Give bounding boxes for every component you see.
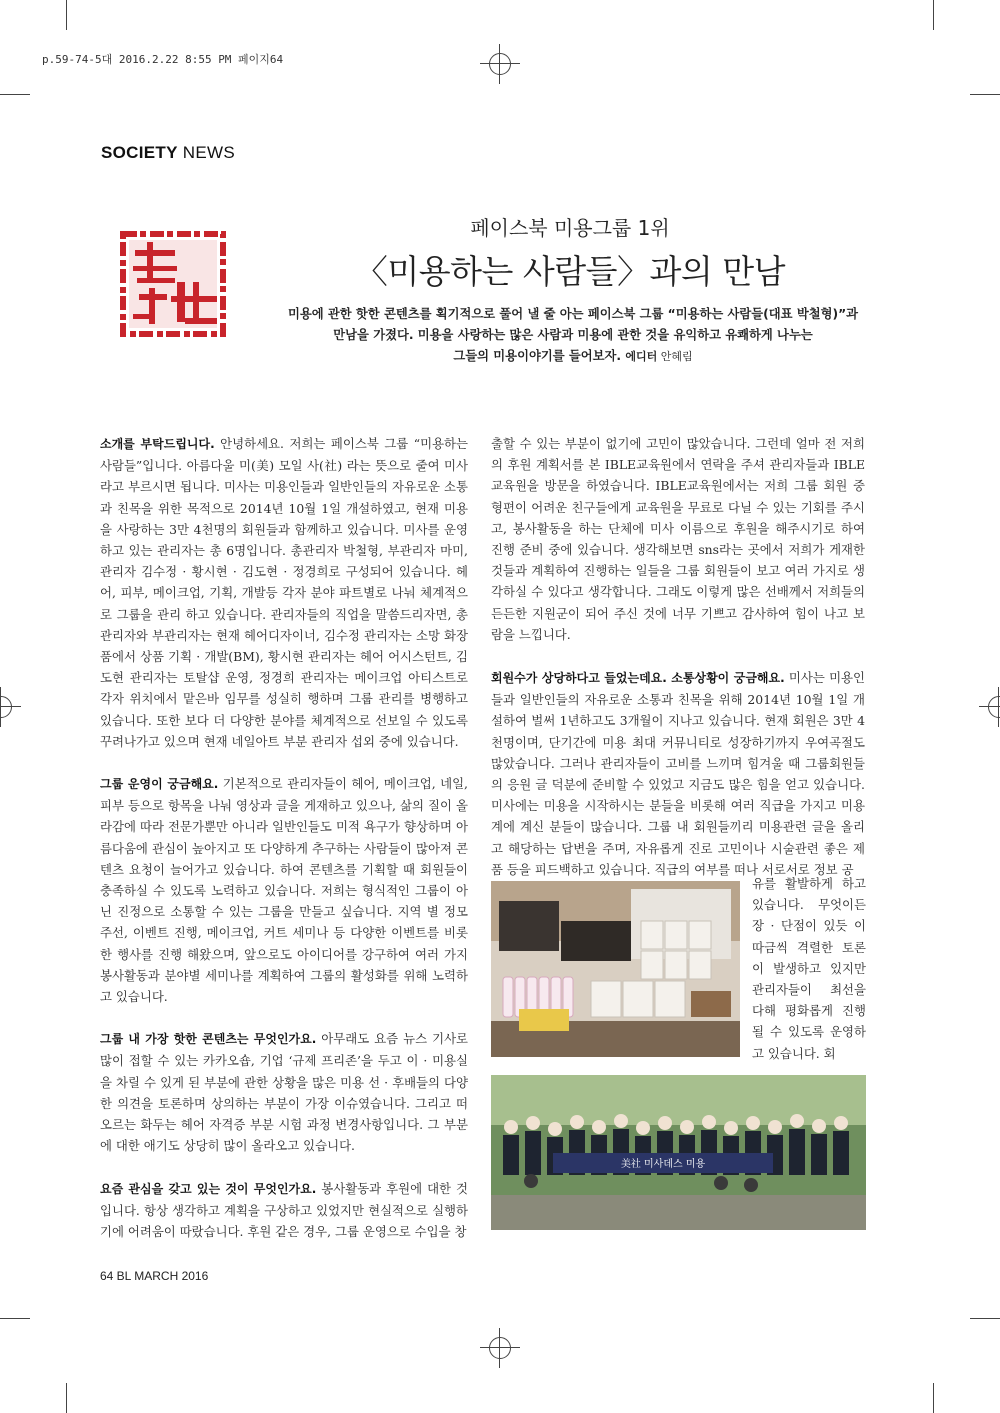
photo-donated-products [491, 881, 740, 1057]
registration-mark-bottom [480, 1328, 520, 1368]
article-kicker: 페이스북 미용그룹 1위 [470, 216, 670, 240]
qa-block: 그룹 내 가장 핫한 콘텐츠는 무엇인가요. 아무래도 요즘 뉴스 기사로 많이 접할 수 있는 카카오숍, 기업 ‘규제 프리존’을 두고 이 · 미용실을 차릴 수 있게 된 부분에 관한 상황을 많은 미용 선 · 후배들의 다양한 의견을 토론하며 상의하는 부분이 가장 이슈였습니다. 그리고 떠오르는 화두는 헤어 자격증 부분 시험 과정 변경사항입니다. 그 부분에 대한 애기도 상당히 많이 올라오고 있습니다. [100, 1031, 469, 1154]
qa-block: 소개를 부탁드립니다. 안녕하세요. 저희는 페이스북 그룹 “미용하는 사람들”입니다. 아름다울 미(美) 모일 사(社) 라는 뜻으로 줄여 미사라고 부르시면 됩니다. 미사는 미용인들과 일반인들의 자유로운 소통과 친목을 위한 목적으로 2014년 10월 1일 개설하였고, 현재 미용을 사랑하는 3만 4천명의 회원들과 함께하고 있습니다. 미사를 운영하고 있는 관리자는 총 6명입니다. 총관리자 박철형, 부관리자 마미, 관리자 김수정 · 황시현 · 김도현 · 정경희로 구성되어 있습니다. 헤어, 피부, 메이크업, 기획, 개발등 각자 분야 파트별로 나눠 체계적으로 그룹을 관리 하고 있습니다. 관리자들의 직업을 말씀드리자면, 총관리자와 부관리자는 현재 헤어디자이너, 김수정 관리자는 소망 화장품에서 상품 기획 · 개발(BM), 황시현 관리자는 헤어 어시스턴트, 김도현 관리자는 토탈샵 운영, 정경희 관리자는 메이크업 아티스트로 각자 위치에서 맡은바 임무를 성실히 행하며 그룹 관리를 병행하고 있습니다. 또한 보다 더 다양한 분야를 체계적으로 선보일 수 있도록 꾸려나가고 있으며 현재 네일아트 부분 관리자 섭외 중에 있습니다. [100, 436, 468, 749]
article-headline: 〈미용하는 사람들〉과의 만남 [354, 252, 786, 291]
crop-mark [0, 94, 30, 95]
crop-mark [66, 1383, 67, 1413]
text-wrap-beside-photo: 유를 활발하게 하고 있습니다. 무엇이든 장 · 단점이 있듯 이 따금씩 격렬한 토론이 발생하고 있지만 관리자들이 최선을 다해 평화롭게 진행될 수 있도록 운영하고 있습니다. 회 [752, 876, 866, 1061]
article-column-left [100, 433, 468, 1263]
crop-mark [970, 94, 1000, 95]
article-column-right [491, 667, 865, 901]
article-lead: 미용에 관한 핫한 콘텐츠를 획기적으로 풀어 낼 줄 아는 페이스북 그룹 “미용하는 사람들(대표 박철형)”과 만남을 가졌다. 미용을 사랑하는 많은 사람과 미용에 관한 것을 유익하고 유쾌하게 나누는 그들의 미용이야기를 들어보자. 에디터 안혜림 [287, 307, 859, 363]
qa-block: 요즘 관심을 갖고 있는 것이 무엇인가요. 봉사활동과 후원에 대한 것입니다. 항상 생각하고 계획을 구상하고 있었지만 현실적으로 실행하기에 어려움이 따랐습니다. 후원 같은 경우, 그룹 운영으로 수입을 창 [100, 1180, 469, 1239]
crop-mark [66, 0, 67, 30]
registration-mark-top [480, 44, 520, 84]
registration-mark-left [0, 687, 21, 727]
page-folio: 64 BL MARCH 2016 [100, 1269, 209, 1283]
crop-mark [933, 0, 934, 30]
crop-mark [0, 1318, 30, 1319]
group-banner-text: 美社 미사데스 미용 [620, 1159, 706, 1170]
qa-block: 그룹 운영이 궁금해요. 기본적으로 관리자들이 헤어, 메이크업, 네일, 피부 등으로 항목을 나눠 영상과 글을 게재하고 있으나, 삶의 질이 올라감에 따라 전문가뿐만 아니라 일반인들도 미적 욕구가 향상하며 아름다움에 관심이 높아지고 또 다양하게 추구하는 사람들이 많아져 콘텐츠 요청이 늘어가고 있습니다. 하여 콘텐츠를 기획할 때 회원들이 충족하실 수 있도록 노력하고 있습니다. 저희는 형식적인 그룹이 아닌 진정으로 소통할 수 있는 그룹을 만들고 싶습니다. 지역 별 정모 주선, 이벤트 진행, 메이크업, 커트 세미나 등 다양한 이벤트를 비롯한 행사를 진행 해왔으며, 앞으로도 아이디어를 강구하여 여러 가지 봉사활동과 분야별 세미나를 계획하여 그룹의 활성화를 위해 노력하고 있습니다. [100, 776, 468, 1005]
qa-answer-continued: 출할 수 있는 부분이 없기에 고민이 많았습니다. 그런데 얼마 전 저희의 후원 계획서를 본 IBLE교육원에서 연락을 주셔 관리자들과 IBLE교육원을 방문을 하였습니다. IBLE교육원에서는 저희 그룹 회원 중 형편이 어려운 친구들에게 교육원을 무료로 다닐 수 있는 기회를 주시고, 봉사활동을 하는 단체에 미사 이름으로 후원을 해주시기로 하여 진행 준비 중에 있습니다. 생각해보면 sns라는 곳에서 저희가 게재한 것들과 계획하여 진행하는 일들을 그룹 회원들이 보고 여러 가지로 생각하실 수 있다고 생각합니다. 그래도 이렇게 많은 선배께서 저희들의 든든한 지원군이 되어 주신 것에 너무 기쁘고 감사하여 힘이 나고 보람을 느낍니다. [491, 436, 865, 642]
qa-block: 회원수가 상당하다고 들었는데요. 소통상황이 궁금해요. 미사는 미용인들과 일반인들의 자유로운 소통과 친목을 위해 2014년 10월 1일 개설하여 벌써 1년하고도 3개월이 지나고 있습니다. 현재 회원은 3만 4천명이며, 단기간에 미용 최대 커뮤니티로 성장하기까지 우여곡절도 많았습니다. 그러나 관리자들이 고비를 느끼며 힘겨울 때 그룹회원들의 응원 글 덕분에 준비할 수 있었고 지금도 많은 힘을 얻고 있습니다. 미사에는 미용을 시작하시는 분들을 비롯해 여러 직급을 가지고 미용계에 계신 분들이 많습니다. 그룹 내 회원들끼리 미용관련 글을 올리고 해당하는 답변을 주며, 자유롭게 진로 고민이나 시술관련 좋은 제품 등을 피드백하고 있습니다. 직급의 여부를 떠나 서로서로 정보 공 [491, 670, 865, 877]
print-slug: p.59-74-5대 2016.2.22 8:55 PM 페이지64 [42, 53, 284, 66]
crop-mark [970, 1318, 1000, 1319]
crop-mark [933, 1383, 934, 1413]
article-column-right-top [491, 433, 865, 666]
section-label: SOCIETY NEWS [101, 143, 235, 162]
registration-mark-right [979, 687, 1000, 727]
photo-group-members [491, 1075, 866, 1230]
mesa-seal-logo [119, 230, 227, 338]
